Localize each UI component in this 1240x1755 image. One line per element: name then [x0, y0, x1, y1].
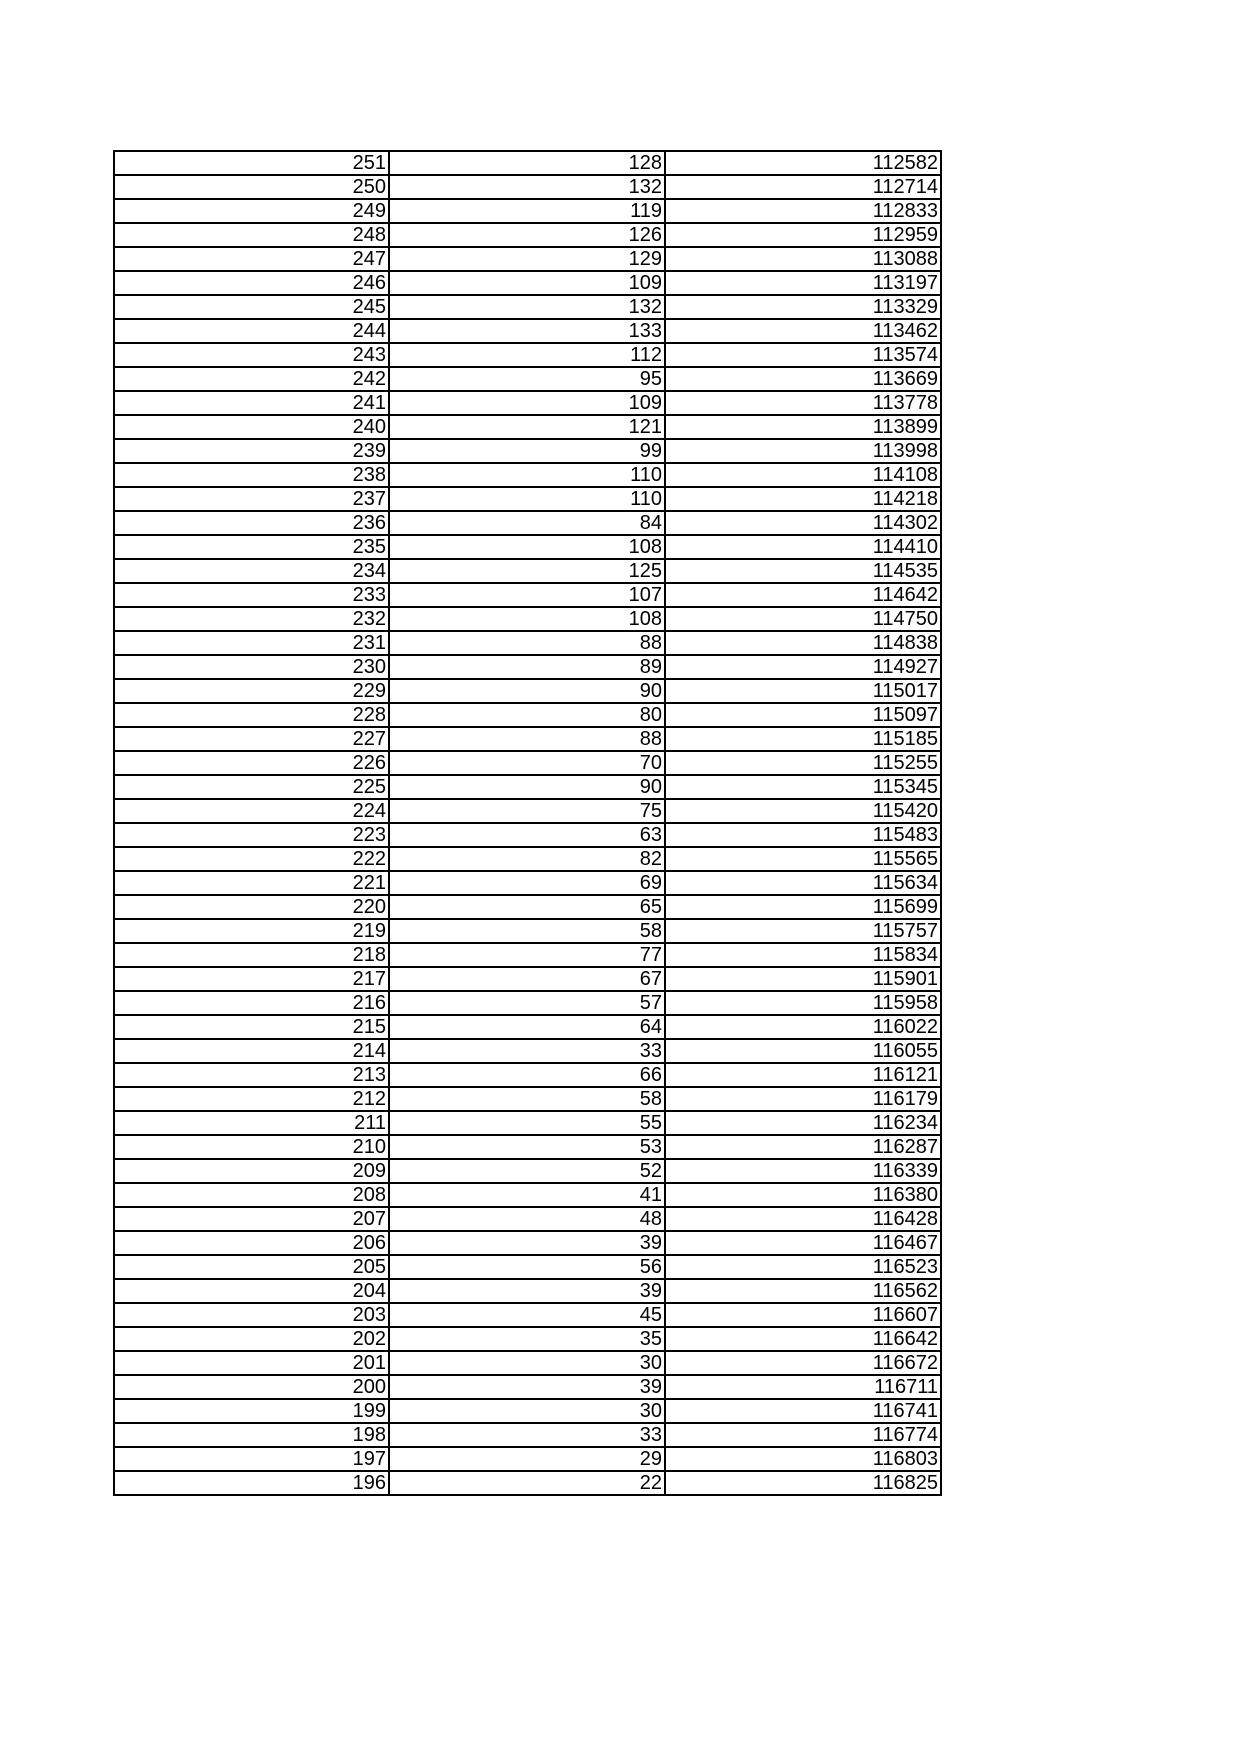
cumulative-cell: 115420 [665, 799, 941, 823]
count-cell: 88 [389, 727, 665, 751]
count-cell: 89 [389, 655, 665, 679]
score-cell: 244 [114, 319, 389, 343]
count-cell: 109 [389, 271, 665, 295]
score-cell: 219 [114, 919, 389, 943]
table-row [114, 295, 941, 319]
cumulative-cell: 116121 [665, 1063, 941, 1087]
cumulative-cell: 114642 [665, 583, 941, 607]
score-cell: 228 [114, 703, 389, 727]
cumulative-cell: 113574 [665, 343, 941, 367]
score-cell: 210 [114, 1135, 389, 1159]
count-cell: 125 [389, 559, 665, 583]
table-row [114, 367, 941, 391]
score-cell: 204 [114, 1279, 389, 1303]
count-cell: 65 [389, 895, 665, 919]
score-cell: 220 [114, 895, 389, 919]
cumulative-cell: 114838 [665, 631, 941, 655]
score-cell: 237 [114, 487, 389, 511]
count-cell: 110 [389, 463, 665, 487]
score-cell: 199 [114, 1399, 389, 1423]
score-cell: 198 [114, 1423, 389, 1447]
cumulative-cell: 113197 [665, 271, 941, 295]
table-row [114, 151, 941, 175]
count-cell: 58 [389, 919, 665, 943]
count-cell: 53 [389, 1135, 665, 1159]
table-row [114, 607, 941, 631]
cumulative-cell: 115097 [665, 703, 941, 727]
table-row [114, 1015, 941, 1039]
cumulative-cell: 116803 [665, 1447, 941, 1471]
count-cell: 64 [389, 1015, 665, 1039]
table-row [114, 991, 941, 1015]
score-cell: 250 [114, 175, 389, 199]
cumulative-cell: 116287 [665, 1135, 941, 1159]
cumulative-cell: 114108 [665, 463, 941, 487]
table-row [114, 751, 941, 775]
count-cell: 55 [389, 1111, 665, 1135]
count-cell: 121 [389, 415, 665, 439]
count-cell: 129 [389, 247, 665, 271]
cumulative-cell: 114302 [665, 511, 941, 535]
table-row [114, 823, 941, 847]
table-row [114, 559, 941, 583]
table-row [114, 199, 941, 223]
table-row [114, 1303, 941, 1327]
cumulative-cell: 115757 [665, 919, 941, 943]
count-cell: 35 [389, 1327, 665, 1351]
cumulative-cell: 115699 [665, 895, 941, 919]
cumulative-cell: 115017 [665, 679, 941, 703]
table-row [114, 1255, 941, 1279]
count-cell: 30 [389, 1351, 665, 1375]
score-cell: 197 [114, 1447, 389, 1471]
cumulative-cell: 116339 [665, 1159, 941, 1183]
count-cell: 110 [389, 487, 665, 511]
count-cell: 29 [389, 1447, 665, 1471]
cumulative-cell: 115345 [665, 775, 941, 799]
count-cell: 128 [389, 151, 665, 175]
score-cell: 224 [114, 799, 389, 823]
score-cell: 222 [114, 847, 389, 871]
count-cell: 75 [389, 799, 665, 823]
count-cell: 112 [389, 343, 665, 367]
table-row [114, 1375, 941, 1399]
score-cell: 201 [114, 1351, 389, 1375]
table-row [114, 463, 941, 487]
cumulative-cell: 116711 [665, 1375, 941, 1399]
count-cell: 52 [389, 1159, 665, 1183]
score-cell: 225 [114, 775, 389, 799]
score-cell: 215 [114, 1015, 389, 1039]
cumulative-cell: 116562 [665, 1279, 941, 1303]
cumulative-cell: 116642 [665, 1327, 941, 1351]
score-cell: 229 [114, 679, 389, 703]
table-row [114, 727, 941, 751]
table-row [114, 439, 941, 463]
table-row [114, 391, 941, 415]
cumulative-cell: 114218 [665, 487, 941, 511]
table-row [114, 895, 941, 919]
count-cell: 67 [389, 967, 665, 991]
score-cell: 249 [114, 199, 389, 223]
table-row [114, 487, 941, 511]
table-row [114, 1327, 941, 1351]
count-cell: 95 [389, 367, 665, 391]
score-cell: 227 [114, 727, 389, 751]
score-cell: 203 [114, 1303, 389, 1327]
table-row [114, 679, 941, 703]
cumulative-cell: 113899 [665, 415, 941, 439]
count-cell: 77 [389, 943, 665, 967]
table-row [114, 703, 941, 727]
count-cell: 58 [389, 1087, 665, 1111]
cumulative-cell: 116380 [665, 1183, 941, 1207]
cumulative-cell: 113778 [665, 391, 941, 415]
table-row [114, 1447, 941, 1471]
score-cell: 200 [114, 1375, 389, 1399]
table-row [114, 1399, 941, 1423]
cumulative-cell: 114535 [665, 559, 941, 583]
score-cell: 209 [114, 1159, 389, 1183]
cumulative-cell: 116428 [665, 1207, 941, 1231]
cumulative-cell: 115834 [665, 943, 941, 967]
score-cell: 247 [114, 247, 389, 271]
count-cell: 126 [389, 223, 665, 247]
count-cell: 70 [389, 751, 665, 775]
table-row [114, 271, 941, 295]
count-cell: 33 [389, 1039, 665, 1063]
table-row [114, 1183, 941, 1207]
table-row [114, 247, 941, 271]
score-cell: 233 [114, 583, 389, 607]
cumulative-cell: 116179 [665, 1087, 941, 1111]
count-cell: 41 [389, 1183, 665, 1207]
score-cell: 223 [114, 823, 389, 847]
table-row [114, 319, 941, 343]
table-row [114, 1231, 941, 1255]
cumulative-cell: 112833 [665, 199, 941, 223]
score-cell: 218 [114, 943, 389, 967]
table-row [114, 1087, 941, 1111]
table-row [114, 943, 941, 967]
count-cell: 30 [389, 1399, 665, 1423]
count-cell: 82 [389, 847, 665, 871]
table-row [114, 1351, 941, 1375]
cumulative-cell: 115958 [665, 991, 941, 1015]
score-cell: 230 [114, 655, 389, 679]
count-cell: 39 [389, 1375, 665, 1399]
score-cell: 251 [114, 151, 389, 175]
count-cell: 132 [389, 175, 665, 199]
table-row [114, 1207, 941, 1231]
table-row [114, 631, 941, 655]
cumulative-cell: 116741 [665, 1399, 941, 1423]
score-cell: 242 [114, 367, 389, 391]
table-row [114, 583, 941, 607]
count-cell: 107 [389, 583, 665, 607]
count-cell: 80 [389, 703, 665, 727]
data-table [113, 150, 942, 1496]
score-cell: 231 [114, 631, 389, 655]
count-cell: 90 [389, 679, 665, 703]
count-cell: 33 [389, 1423, 665, 1447]
count-cell: 132 [389, 295, 665, 319]
score-cell: 240 [114, 415, 389, 439]
score-cell: 208 [114, 1183, 389, 1207]
cumulative-cell: 114750 [665, 607, 941, 631]
cumulative-cell: 115565 [665, 847, 941, 871]
cumulative-cell: 116825 [665, 1471, 941, 1495]
count-cell: 45 [389, 1303, 665, 1327]
count-cell: 99 [389, 439, 665, 463]
cumulative-cell: 112582 [665, 151, 941, 175]
count-cell: 57 [389, 991, 665, 1015]
cumulative-cell: 116467 [665, 1231, 941, 1255]
table-row [114, 871, 941, 895]
cumulative-cell: 116607 [665, 1303, 941, 1327]
cumulative-cell: 115901 [665, 967, 941, 991]
table-row [114, 343, 941, 367]
score-cell: 207 [114, 1207, 389, 1231]
table-row [114, 775, 941, 799]
score-cell: 214 [114, 1039, 389, 1063]
count-cell: 133 [389, 319, 665, 343]
count-cell: 109 [389, 391, 665, 415]
cumulative-cell: 116234 [665, 1111, 941, 1135]
count-cell: 63 [389, 823, 665, 847]
table-row [114, 415, 941, 439]
score-cell: 221 [114, 871, 389, 895]
score-cell: 243 [114, 343, 389, 367]
cumulative-cell: 112714 [665, 175, 941, 199]
score-cell: 213 [114, 1063, 389, 1087]
table-row [114, 1471, 941, 1495]
cumulative-cell: 113088 [665, 247, 941, 271]
table-row [114, 1063, 941, 1087]
count-cell: 84 [389, 511, 665, 535]
score-cell: 202 [114, 1327, 389, 1351]
score-cell: 232 [114, 607, 389, 631]
score-cell: 238 [114, 463, 389, 487]
score-cell: 235 [114, 535, 389, 559]
cumulative-cell: 113669 [665, 367, 941, 391]
score-cell: 236 [114, 511, 389, 535]
score-cell: 211 [114, 1111, 389, 1135]
count-cell: 119 [389, 199, 665, 223]
cumulative-cell: 112959 [665, 223, 941, 247]
count-cell: 56 [389, 1255, 665, 1279]
table-row [114, 223, 941, 247]
count-cell: 22 [389, 1471, 665, 1495]
table-row [114, 655, 941, 679]
count-cell: 66 [389, 1063, 665, 1087]
cumulative-cell: 115634 [665, 871, 941, 895]
score-cell: 205 [114, 1255, 389, 1279]
table-row [114, 511, 941, 535]
count-cell: 69 [389, 871, 665, 895]
table-row [114, 847, 941, 871]
count-cell: 39 [389, 1231, 665, 1255]
score-cell: 248 [114, 223, 389, 247]
table-row [114, 1159, 941, 1183]
count-cell: 39 [389, 1279, 665, 1303]
table-row [114, 175, 941, 199]
cumulative-cell: 113998 [665, 439, 941, 463]
score-cell: 245 [114, 295, 389, 319]
cumulative-cell: 114410 [665, 535, 941, 559]
score-cell: 196 [114, 1471, 389, 1495]
count-cell: 88 [389, 631, 665, 655]
cumulative-cell: 115185 [665, 727, 941, 751]
score-cell: 212 [114, 1087, 389, 1111]
table-row [114, 1423, 941, 1447]
table-row [114, 1111, 941, 1135]
cumulative-cell: 116672 [665, 1351, 941, 1375]
score-cell: 206 [114, 1231, 389, 1255]
table-row [114, 1039, 941, 1063]
table-row [114, 919, 941, 943]
score-cell: 241 [114, 391, 389, 415]
cumulative-cell: 116055 [665, 1039, 941, 1063]
score-cell: 216 [114, 991, 389, 1015]
cumulative-cell: 113329 [665, 295, 941, 319]
cumulative-cell: 113462 [665, 319, 941, 343]
table-row [114, 967, 941, 991]
score-cell: 234 [114, 559, 389, 583]
cumulative-cell: 116774 [665, 1423, 941, 1447]
cumulative-cell: 116523 [665, 1255, 941, 1279]
score-cell: 217 [114, 967, 389, 991]
score-cell: 239 [114, 439, 389, 463]
count-cell: 48 [389, 1207, 665, 1231]
cumulative-cell: 115483 [665, 823, 941, 847]
count-cell: 90 [389, 775, 665, 799]
table-row [114, 1135, 941, 1159]
table-row [114, 535, 941, 559]
table-row [114, 799, 941, 823]
table-body [114, 151, 941, 1495]
table-row [114, 1279, 941, 1303]
count-cell: 108 [389, 535, 665, 559]
count-cell: 108 [389, 607, 665, 631]
cumulative-cell: 114927 [665, 655, 941, 679]
cumulative-cell: 115255 [665, 751, 941, 775]
cumulative-cell: 116022 [665, 1015, 941, 1039]
score-cell: 226 [114, 751, 389, 775]
score-cell: 246 [114, 271, 389, 295]
